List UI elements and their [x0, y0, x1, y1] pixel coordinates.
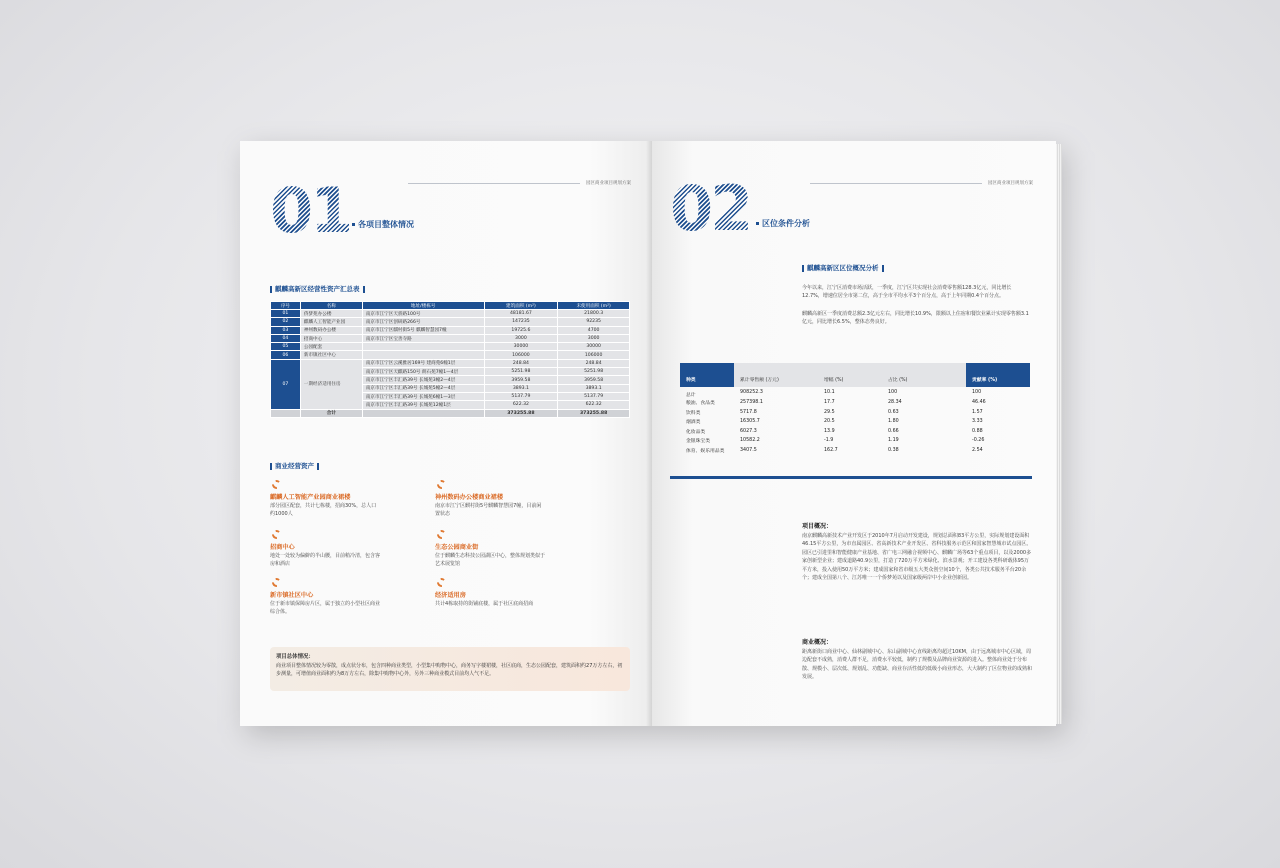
table-cell: 06	[271, 351, 301, 359]
table-cell: 0.66	[888, 428, 899, 434]
table-cell: 3959.58	[558, 376, 630, 384]
table-cell: 5717.8	[740, 409, 757, 415]
table-cell: 3959.58	[484, 376, 558, 384]
table-cell: 3893.1	[484, 384, 558, 392]
table-cell: 1.57	[972, 409, 983, 415]
table-cell: 麒麟人工智能产业园	[300, 318, 362, 326]
table-cell: 0.88	[972, 428, 983, 434]
table-cell: 1.19	[888, 438, 899, 444]
assets-table-header	[271, 302, 630, 310]
table-cell: 南京市江宁区丰汇路39号 长城苑3幢2—4层	[362, 376, 484, 384]
col-header: 贡献率 (%)	[966, 363, 1030, 387]
table-row	[680, 387, 1030, 398]
table-row	[271, 318, 630, 326]
table-cell: 257398.1	[740, 400, 763, 406]
spinner-icon	[272, 578, 281, 587]
table-cell: 侨梦苑办公楼	[300, 310, 362, 318]
table-cell: 南京市江宁区丰汇路39号 长城苑6幢1—3层	[362, 392, 484, 400]
table-cell: 0.38	[888, 447, 899, 453]
table-cell: 10.1	[824, 390, 835, 395]
table-cell: 21800.3	[558, 310, 630, 318]
table-row	[680, 408, 1030, 418]
table-row	[271, 359, 630, 367]
table-row	[680, 427, 1030, 437]
col-header: 累计零售额 (万元)	[734, 363, 818, 387]
col-header: 未使用面积 (m²)	[558, 302, 630, 310]
col-header: 占比 (%)	[882, 363, 966, 387]
table-cell: 南京市江宁区丰汇路39号 长城苑5幢2—4层	[362, 384, 484, 392]
chapter-number-01: 01	[270, 174, 351, 247]
table-row	[680, 417, 1030, 427]
table-cell: 04	[271, 334, 301, 342]
business-item-name: 神州数码办公楼商业裙楼	[435, 494, 504, 501]
table-cell: 07	[271, 359, 301, 409]
spinner-icon	[437, 530, 446, 539]
business-heading: 商业概况：	[802, 639, 833, 646]
table-cell: 3407.5	[740, 447, 757, 453]
business-item	[270, 578, 405, 617]
table-cell: 46.46	[972, 400, 986, 406]
table-cell: -0.26	[972, 438, 985, 444]
table-row	[680, 436, 1030, 446]
table-cell: 30000	[484, 343, 558, 351]
col-header: 名称	[300, 302, 362, 310]
running-title-right: 园区商业项目规划方案	[988, 181, 1033, 186]
table-cell: 03	[271, 326, 301, 334]
intro-paragraph-1: 今年以来，江宁区消费市场活跃，一季度，江宁区共实现社会消费零售额128.3亿元，同比增长12.7%，增速位居全市第二位，高于全市平均水平3个百分点，高于上年同期0.4个百分点。	[802, 285, 1012, 300]
table-cell: 烟酒类	[686, 420, 701, 426]
business-item	[435, 578, 570, 609]
table-cell: 100	[888, 390, 898, 395]
table-row	[680, 398, 1030, 408]
table-cell: 248.84	[558, 359, 630, 367]
retail-stats-table	[680, 363, 1030, 455]
stats-table-rule	[670, 476, 1032, 479]
table-row	[271, 326, 630, 334]
table-cell: 5251.98	[558, 368, 630, 376]
chapter-title-01: 各项目整体情况	[352, 219, 414, 230]
table-cell: 622.32	[558, 401, 630, 409]
table-cell: 1.80	[888, 419, 899, 425]
chapter-number-02: 02	[670, 172, 751, 245]
table-cell: 01	[271, 310, 301, 318]
table-cell	[362, 409, 484, 417]
table-cell: 908252.3	[740, 390, 763, 395]
stats-table-header	[680, 363, 1030, 387]
table-cell: 南京市江宁区麒村街5号 麒麟智慧园7幢	[362, 326, 484, 334]
table-total-row	[271, 409, 630, 417]
table-cell: 100	[972, 390, 982, 395]
overview-text: 南京麒麟高新技术产业开发区于2010年7月启动开发建设，规划总面积83平方公里，实际规划建设面积46.15平方公里，为市直属园区、省高新技术产业开发区、省科技服务示范区和国家智慧城市试点园区。园区已引进里和智能健康产业基地、省广电三网融合视频中心、麒麟广场等63个重点项目，以及2000多家创新型企业；建成道路40.9公里，打造了720万平方米绿化、滨水景观；开工建设各类科研载体95万平方米，投入使用50万平方米；建成国家和省市级五大类众创空间10个，各类公共技术服务平台20余个；建成全国第八个、江苏唯一一个侨梦苑以及国家级两岸中小企业创新园。	[802, 533, 1032, 582]
business-item-name: 新市镇社区中心	[270, 592, 314, 599]
table-row	[680, 446, 1030, 456]
table-cell: 总计	[686, 393, 696, 398]
table-cell: 13.9	[824, 428, 835, 434]
spinner-icon	[272, 480, 281, 489]
table-cell: 3000	[558, 334, 630, 342]
table-cell: 147235	[484, 318, 558, 326]
business-item-desc: 地处一处较为偏僻的半山腰，目前稍冷清，包含客房和酒店	[270, 553, 381, 567]
spinner-icon	[437, 480, 446, 489]
table-cell: 373255.88	[558, 409, 630, 417]
assets-table	[270, 301, 630, 418]
running-rule-left	[408, 183, 580, 184]
table-cell: 合计	[300, 409, 362, 417]
table-cell: 30000	[558, 343, 630, 351]
table-cell: 公园配套	[300, 343, 362, 351]
table-cell: 南京市江宁区云溪雅居169号 建商苑6幢1层	[362, 359, 484, 367]
table-cell: 622.32	[484, 401, 558, 409]
table-cell: 2.54	[972, 447, 983, 453]
business-item	[435, 480, 570, 519]
table-cell: 化妆品类	[686, 429, 706, 435]
business-item-name: 麒麟人工智能产业园商业裙楼	[270, 494, 351, 501]
table-row	[271, 343, 630, 351]
col-header: 增幅 (%)	[818, 363, 882, 387]
summary-text: 商业项目整体情况较为零散，成点状分布，包含四种商业类型，小型集中购物中心，商务写字楼裙楼，社区底商，生态公园配套，建筑面积约27万方左右，初步测量，可增值商业面积约为8万方左右，除集中购物中心外，另外三种商业模式目前均人气不足。	[276, 663, 623, 677]
table-cell: 6027.3	[740, 428, 757, 434]
table-cell: 373255.88	[484, 409, 558, 417]
running-rule-right	[810, 183, 982, 184]
business-item-desc: 南京市江宁区麒村街5号麒麟智慧园7幢，目前闲置状态	[435, 503, 542, 517]
table-cell: 17.7	[824, 400, 835, 406]
business-section-title: 商业经营资产	[270, 461, 319, 470]
table-cell: 南京市江宁区丰汇路39号 长城苑12幢1层	[362, 401, 484, 409]
table-cell: 4700	[558, 326, 630, 334]
col-header: 建筑面积 (m²)	[484, 302, 558, 310]
table-cell: 神州数码办公楼	[300, 326, 362, 334]
table-cell: 南京市江宁区宝善寺路	[362, 334, 484, 342]
table-cell	[271, 409, 301, 417]
chapter-title-02: 区位条件分析	[756, 218, 810, 229]
location-section-title: 麒麟高新区区位概况分析	[802, 263, 884, 272]
table-cell: 一期经济适用住房	[300, 359, 362, 409]
business-item	[270, 530, 405, 569]
table-cell: 南京市江宁区创研路266号	[362, 318, 484, 326]
overview-heading: 项目概况：	[802, 523, 833, 530]
spinner-icon	[272, 530, 281, 539]
business-item-desc: 位于麒麟生态科技公园湖区中心，整体规划类似于艺术展览馆	[435, 553, 546, 567]
project-summary-box	[270, 647, 630, 691]
table-cell: 5137.79	[558, 392, 630, 400]
table-cell: 3000	[484, 334, 558, 342]
business-item-desc: 共计4栋取持的街铺底楼，属于社区底商招商	[435, 601, 534, 607]
business-item-name: 招商中心	[270, 544, 295, 551]
intro-paragraph-2: 麒麟高新区一季度消费总额2.3亿元左右，同比增长10.9%，限额以上住宿和餐饮业累计实现零售额3.1亿元，同比增长6.5%，整体态势良好。	[802, 311, 1029, 326]
table-row	[271, 334, 630, 342]
table-cell: 48181.67	[484, 310, 558, 318]
table-cell: 20.5	[824, 419, 835, 425]
table-cell: 5251.98	[484, 368, 558, 376]
table-cell: 金银珠宝类	[686, 439, 710, 445]
spinner-icon	[437, 578, 446, 587]
summary-heading: 项目总体情况：	[276, 654, 314, 660]
table-cell: 106000	[484, 351, 558, 359]
table-cell	[362, 343, 484, 351]
table-cell: 体育、娱乐用品类	[686, 448, 725, 454]
table-cell: 106000	[558, 351, 630, 359]
business-item	[435, 530, 570, 569]
table-row	[271, 310, 630, 318]
table-cell: 南京市江宁区天骄路100号	[362, 310, 484, 318]
table-cell: 5137.79	[484, 392, 558, 400]
table-cell: 粮油、食品类	[686, 401, 715, 407]
table-cell: 饮料类	[686, 410, 701, 416]
assets-section-title: 麒麟高新区经营性资产汇总表	[270, 284, 365, 293]
business-item-name: 经济适用房	[435, 592, 466, 599]
table-cell: 0.63	[888, 409, 899, 415]
table-cell: 92235	[558, 318, 630, 326]
table-cell: 02	[271, 318, 301, 326]
running-title-left: 园区商业项目规划方案	[586, 181, 631, 186]
table-row	[271, 351, 630, 359]
col-header: 种类	[680, 363, 734, 387]
table-cell: 248.84	[484, 359, 558, 367]
table-cell: 29.5	[824, 409, 835, 415]
table-cell: -1.9	[824, 438, 834, 444]
table-cell: 162.7	[824, 447, 838, 453]
table-cell	[362, 351, 484, 359]
business-item	[270, 480, 405, 519]
table-cell: 3893.1	[558, 384, 630, 392]
table-cell: 16305.7	[740, 419, 760, 425]
table-cell: 3.33	[972, 419, 983, 425]
business-text: 距离新街口商业中心、仙林副城中心、东山副城中心直线距离均超过10KM，由于远离城市中心区域，周边配套不成熟，消费人群不足，消费水平较低，制约了规模及品牌商业资源的进入。整体商业处于分布散、规模小、层次低、规划乱、功能缺、商业存活性低的低级小商业形态，大大制约了区位物业的成熟和发展。	[802, 649, 1033, 681]
business-item-name: 生态公园商业街	[435, 544, 479, 551]
table-cell: 19725.6	[484, 326, 558, 334]
table-cell: 南京市江宁区天麒路150号 朗石苑7幢1—4层	[362, 368, 484, 376]
table-cell: 招商中心	[300, 334, 362, 342]
table-cell: 28.34	[888, 400, 902, 406]
business-item-desc: 部分园区配套，共计七栋楼，招商30%，总人口约1000人	[270, 503, 377, 517]
col-header: 序号	[271, 302, 301, 310]
table-cell: 新市镇社区中心	[300, 351, 362, 359]
col-header: 地址/楼栋号	[362, 302, 484, 310]
business-item-desc: 位于新市镇保障房片区，属于独立的小型社区商业综合体。	[270, 601, 381, 615]
table-cell: 05	[271, 343, 301, 351]
table-cell: 10582.2	[740, 438, 760, 444]
page-edge	[1056, 144, 1062, 724]
